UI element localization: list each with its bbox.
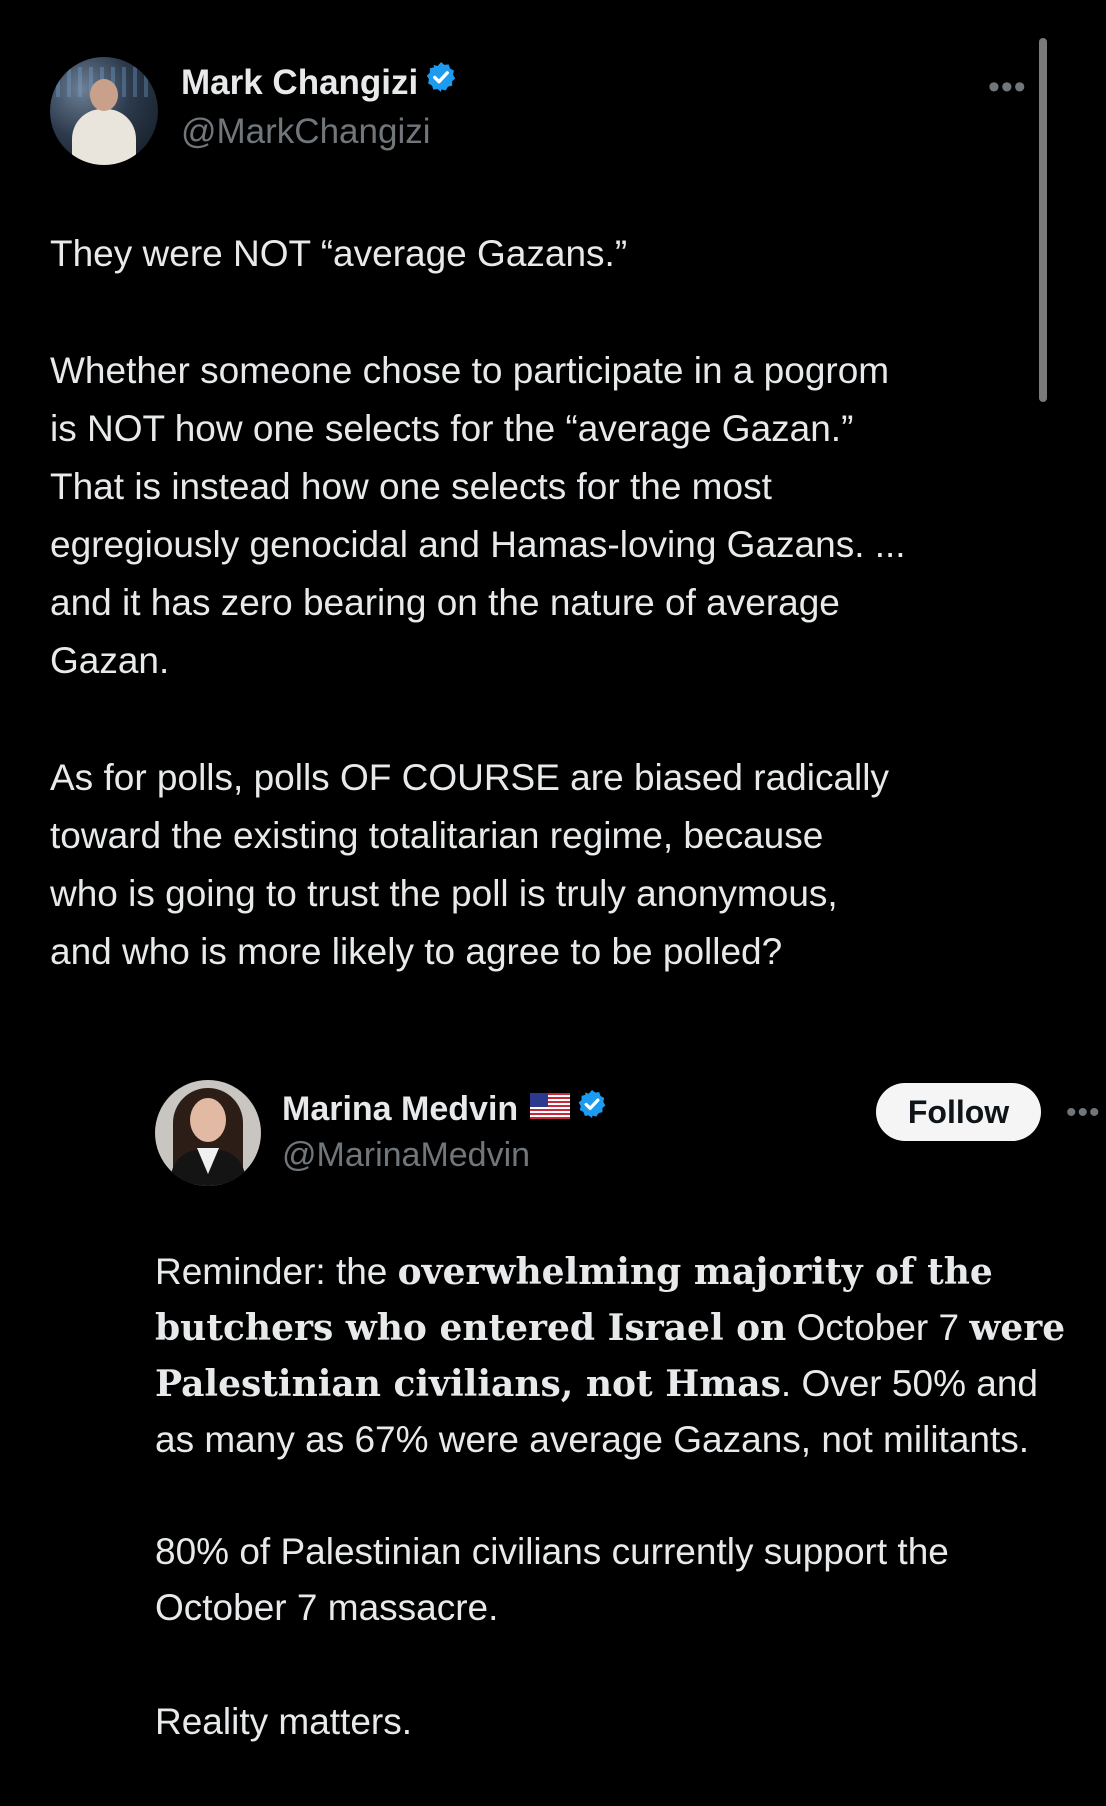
quoted-author-avatar[interactable]	[155, 1080, 261, 1186]
follow-button[interactable]: Follow	[876, 1083, 1041, 1141]
author-name-row[interactable]	[181, 63, 458, 106]
us-flag-icon	[530, 1089, 570, 1128]
quoted-author-handle[interactable]: @MarinaMedvin	[282, 1136, 531, 1174]
quoted-text-segment: October 7	[786, 1307, 970, 1348]
quoted-text-emphasis: overwhelming majority of the butchers who entered Israel on	[155, 1251, 993, 1349]
quoted-verified-badge-icon	[576, 1088, 608, 1129]
author-handle[interactable]: @MarkChangizi	[181, 112, 431, 151]
quoted-author-name[interactable]: Marina Medvin	[282, 1090, 519, 1128]
tweet-text-paragraph-3: As for polls, polls OF COURSE are biased radically toward the existing totalitarian regime, because who is going to trust the poll is truly anonymous, and who is more likely to agree to be polled?	[50, 757, 889, 972]
more-options-icon[interactable]: •••	[988, 68, 1027, 106]
verified-badge-icon	[424, 60, 458, 103]
author-name[interactable]: Mark Changizi	[181, 63, 419, 102]
quoted-tweet-paragraph-2: 80% of Palestinian civilians currently support the October 7 massacre.	[155, 1531, 949, 1628]
quoted-more-options-icon[interactable]: •••	[1066, 1096, 1101, 1129]
quoted-author-name-row[interactable]	[282, 1090, 608, 1132]
scrollbar[interactable]	[1039, 38, 1047, 402]
quoted-text-segment: . Over 50% and as many as 67% were average Gazans, not militants.	[155, 1363, 1038, 1460]
author-avatar[interactable]	[50, 57, 158, 165]
quoted-tweet-paragraph-1	[155, 1244, 1085, 1468]
quoted-text-emphasis: were Palestinian civilians, not Hmas	[155, 1307, 1066, 1405]
quoted-tweet-paragraph-3: Reality matters.	[155, 1701, 413, 1742]
tweet-text-paragraph-1: They were NOT “average Gazans.”	[50, 233, 628, 274]
quoted-text-segment: Reminder: the	[155, 1251, 398, 1292]
tweet-text-paragraph-2: Whether someone chose to participate in a pogrom is NOT how one selects for the “average Gazan.” That is instead how one selects for the most egregiously genocidal and Hamas-loving Gazans. ... and it has zero bearing on the nature of average Gazan.	[50, 350, 906, 681]
